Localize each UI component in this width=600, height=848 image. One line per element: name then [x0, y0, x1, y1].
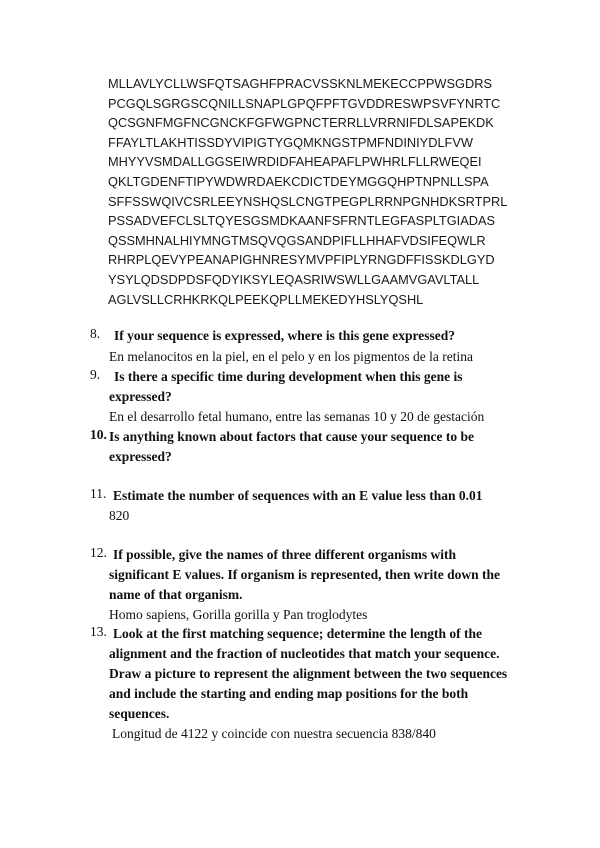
question-text: If your sequence is expressed, where is this gene expressed? [114, 328, 455, 343]
sequence-line: PCGQLSGRGSCQNILLSNAPLGPQFPFTGVDDRESWPSVFYNRTC [108, 95, 501, 111]
question-text-line1: Look at the first matching sequence; determine the length of the [113, 626, 482, 641]
question-text-line4: and include the starting and ending map positions for the both [109, 686, 469, 701]
question-number: 8. [90, 326, 101, 341]
answer-text: En melanocitos en la piel, en el pelo y en los pigmentos de la retina [109, 349, 474, 364]
question-text-line2: expressed? [109, 449, 172, 464]
question-number: 9. [90, 367, 101, 382]
sequence-line: MHYYVSMDALLGGSEIWRDIDFAHEAPAFLPWHRLFLLRWEQEI [108, 154, 482, 170]
question-text-line5: sequences. [109, 706, 170, 721]
answer-text: 820 [109, 508, 130, 523]
question-text-line1: Is there a specific time during development when this gene is [114, 369, 463, 384]
question-text-line1: Is anything known about factors that cause your sequence to be [109, 429, 475, 444]
question-number: 11. [90, 486, 107, 501]
answer-text: Longitud de 4122 y coincide con nuestra secuencia 838/840 [112, 726, 436, 741]
sequence-line: RHRPLQEVYPEANAPIGHNRESYMVPFIPLYRNGDFFISSKDLGYD [108, 252, 495, 268]
question-number: 12. [90, 545, 107, 560]
question-text-line3: name of that organism. [109, 587, 243, 602]
question-text-line2: expressed? [109, 389, 172, 404]
question-text: Estimate the number of sequences with an E value less than 0.01 [113, 488, 483, 503]
protein-sequence-block [108, 74, 548, 309]
sequence-line: SFFSSWQIVCSRLEEYNSHQSLCNGTPEGPLRRNPGNHDKSRTPRL [108, 193, 508, 209]
sequence-line: AGLVSLLCRHKRKQLPEEKQPLLMEKEDYHSLYQSHL [108, 291, 424, 307]
question-number: 13. [90, 624, 107, 639]
answer-text: En el desarrollo fetal humano, entre las semanas 10 y 20 de gestación [109, 409, 485, 424]
question-text-line2: alignment and the fraction of nucleotides that match your sequence. [109, 646, 500, 661]
sequence-line: QSSMHNALHIYMNGTMSQVQGSANDPIFLLHHAFVDSIFEQWLR [108, 232, 486, 248]
sequence-line: PSSADVEFCLSLTQYESGSMDKAANFSFRNTLEGFASPLTGIADAS [108, 213, 496, 229]
sequence-line: QKLTGDENFTIPYWDWRDAEKCDICTDEYMGGQHPTNPNLLSPA [108, 173, 489, 189]
question-text-line2: significant E values. If organism is represented, then write down the [109, 567, 500, 582]
sequence-line: FFAYLTLAKHTISSDYVIPIGTYGQMKNGSTPMFNDINIYDLFVW [108, 134, 473, 150]
sequence-line: YSYLQDSDPDSFQDYIKSYLEQASRIWSWLLGAAMVGAVLTALL [108, 271, 480, 287]
question-text-line1: If possible, give the names of three different organisms with [113, 547, 456, 562]
answer-text: Homo sapiens, Gorilla gorilla y Pan troglodytes [109, 607, 368, 622]
sequence-line: MLLAVLYCLLWSFQTSAGHFPRACVSSKNLMEKECCPPWSGDRS [108, 76, 492, 91]
question-number: 10. [90, 427, 107, 442]
sequence-line: QCSGNFMGFNCGNCKFGFWGPNCTERRLLVRRNIFDLSAPEKDK [108, 115, 494, 131]
question-text-line3: Draw a picture to represent the alignment between the two sequences [109, 666, 508, 681]
